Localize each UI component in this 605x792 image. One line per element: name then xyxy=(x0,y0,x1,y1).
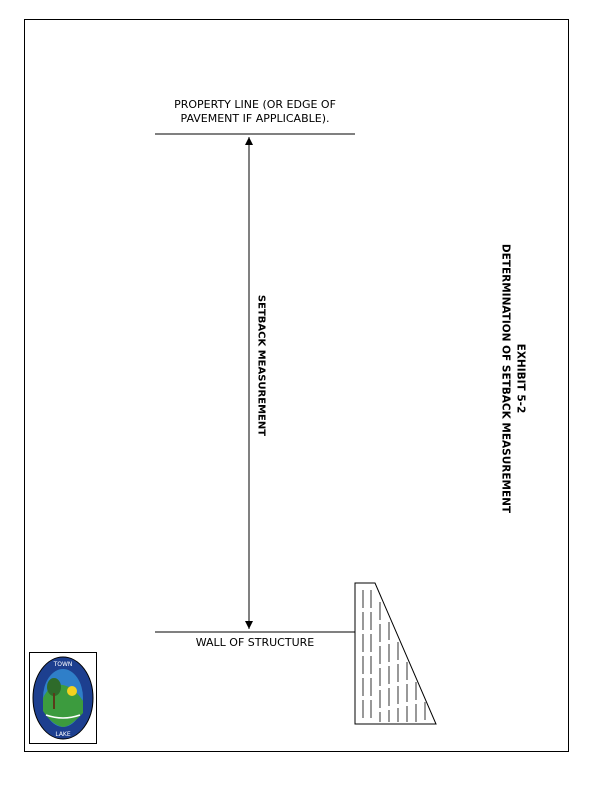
property-line-label-line2: PAVEMENT IF APPLICABLE). xyxy=(180,112,330,125)
town-seal-icon xyxy=(30,653,96,743)
property-line-label-line1: PROPERTY LINE (OR EDGE OF xyxy=(174,98,336,111)
setback-measurement-label: SETBACK MEASUREMENT xyxy=(255,294,267,437)
town-seal-logo xyxy=(29,652,97,744)
exhibit-number: EXHIBIT 5-2 xyxy=(514,343,527,414)
structure-wall-section xyxy=(355,583,436,724)
svg-text:LAKE: LAKE xyxy=(55,731,71,738)
exhibit-title: DETERMINATION OF SETBACK MEASUREMENT xyxy=(499,243,512,514)
svg-text:TOWN: TOWN xyxy=(53,661,73,668)
wall-label: WALL OF STRUCTURE xyxy=(195,636,315,649)
